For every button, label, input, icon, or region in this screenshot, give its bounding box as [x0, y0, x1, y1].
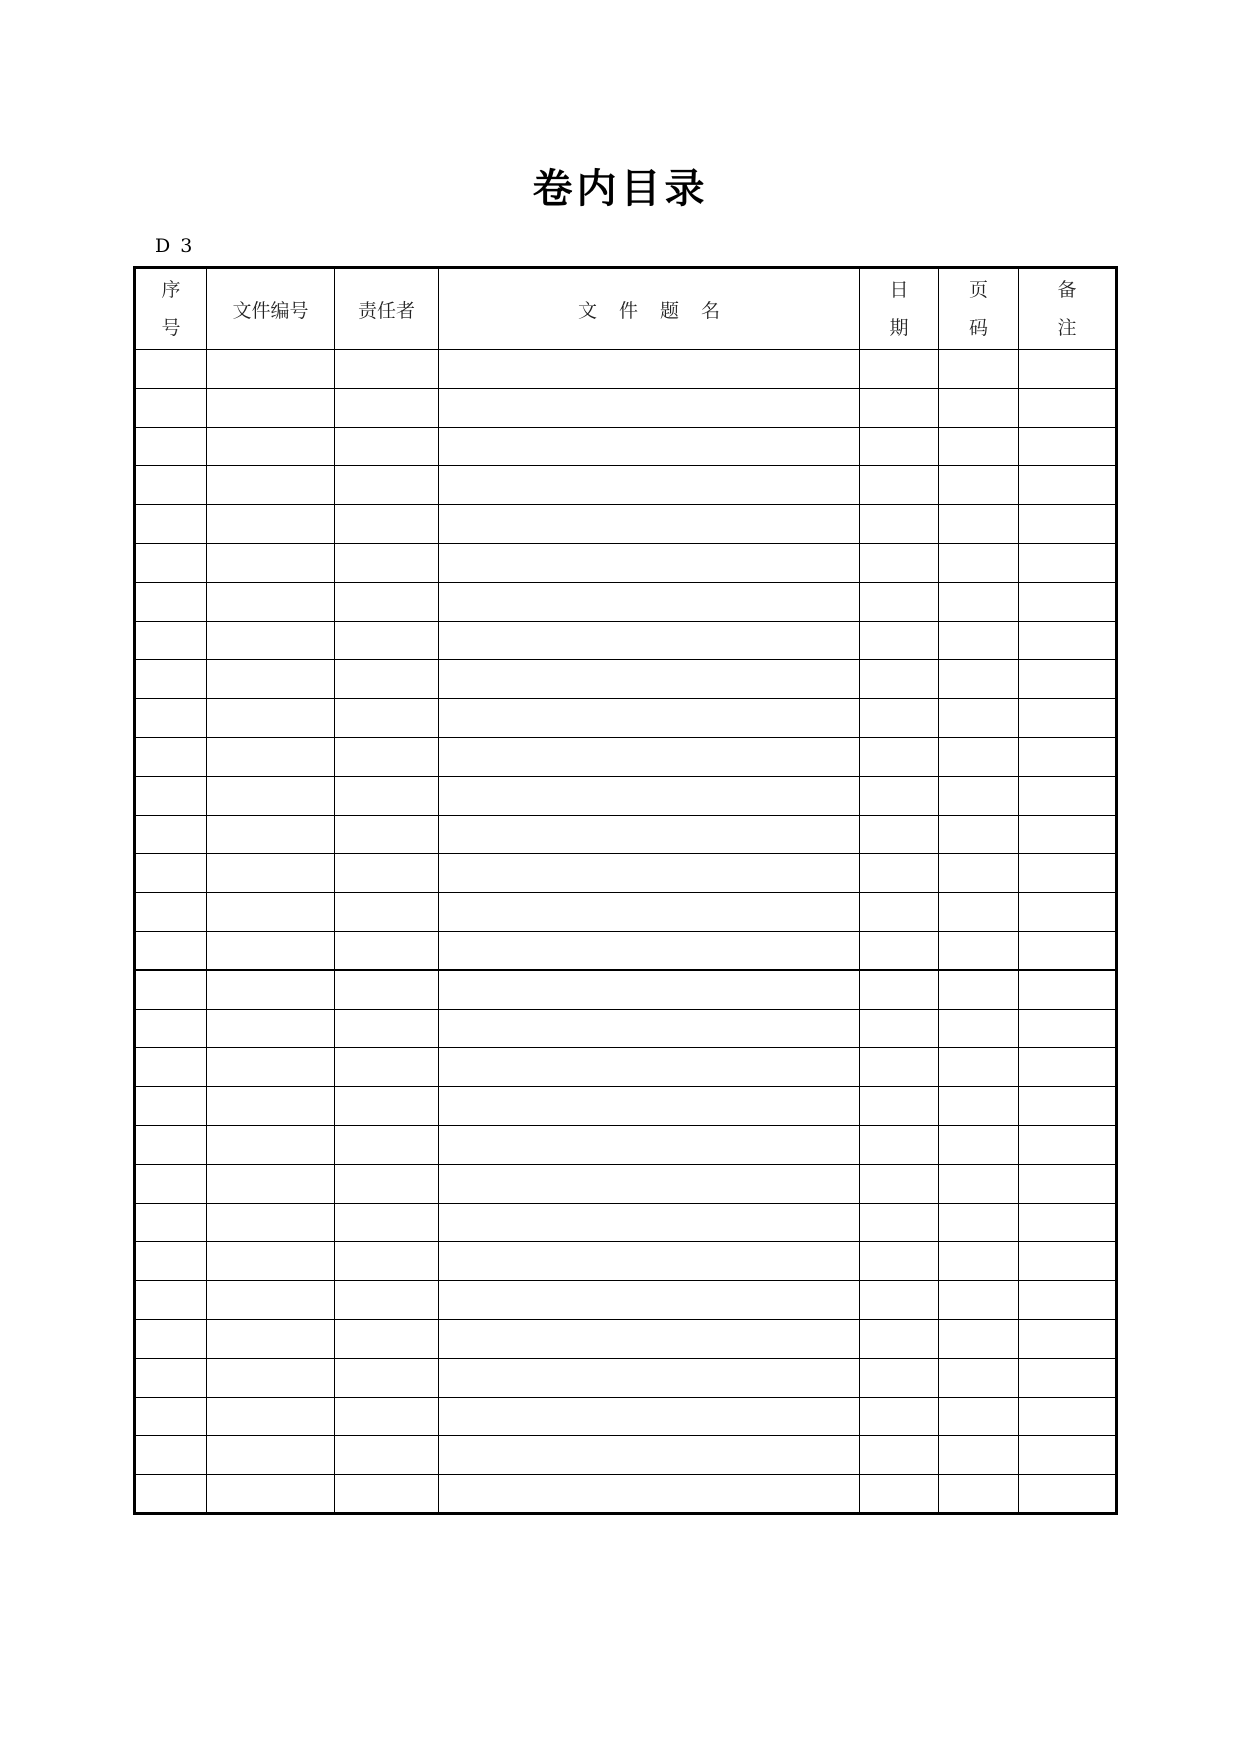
cell-page[interactable]	[939, 1009, 1019, 1048]
cell-file-number[interactable]	[207, 1281, 335, 1320]
cell-file-title[interactable]	[439, 1087, 860, 1126]
cell-date[interactable]	[860, 1164, 939, 1203]
cell-responsible[interactable]	[335, 660, 439, 699]
table-row	[135, 466, 1117, 505]
cell-file-number[interactable]	[207, 388, 335, 427]
cell-file-title[interactable]	[439, 1125, 860, 1164]
cell-file-title[interactable]	[439, 466, 860, 505]
cell-file-number[interactable]	[207, 1475, 335, 1514]
cell-date[interactable]	[860, 427, 939, 466]
cell-file-title[interactable]	[439, 1009, 860, 1048]
cell-seq[interactable]	[135, 737, 207, 776]
cell-file-title[interactable]	[439, 1242, 860, 1281]
cell-responsible[interactable]	[335, 1125, 439, 1164]
cell-page[interactable]	[939, 427, 1019, 466]
cell-responsible[interactable]	[335, 776, 439, 815]
cell-remark[interactable]	[1019, 1087, 1117, 1126]
cell-seq[interactable]	[135, 1203, 207, 1242]
cell-page[interactable]	[939, 582, 1019, 621]
cell-seq[interactable]	[135, 776, 207, 815]
cell-date[interactable]	[860, 621, 939, 660]
cell-responsible[interactable]	[335, 1475, 439, 1514]
cell-seq[interactable]	[135, 854, 207, 893]
cell-remark[interactable]	[1019, 1319, 1117, 1358]
cell-page[interactable]	[939, 893, 1019, 932]
cell-file-title[interactable]	[439, 1475, 860, 1514]
cell-responsible[interactable]	[335, 388, 439, 427]
cell-seq[interactable]	[135, 388, 207, 427]
cell-responsible[interactable]	[335, 815, 439, 854]
header-file-title	[439, 268, 860, 350]
header-seq	[135, 268, 207, 350]
cell-page[interactable]	[939, 1475, 1019, 1514]
cell-seq[interactable]	[135, 505, 207, 544]
cell-remark[interactable]	[1019, 621, 1117, 660]
header-remark-top: 备	[1057, 279, 1077, 301]
cell-remark[interactable]	[1019, 1475, 1117, 1514]
cell-file-title[interactable]	[439, 427, 860, 466]
cell-page[interactable]	[939, 505, 1019, 544]
cell-page[interactable]	[939, 1087, 1019, 1126]
header-page	[939, 268, 1019, 350]
cell-page[interactable]	[939, 776, 1019, 815]
cell-file-title[interactable]	[439, 621, 860, 660]
cell-seq[interactable]	[135, 1358, 207, 1397]
cell-seq[interactable]	[135, 466, 207, 505]
catalog-body	[135, 350, 1117, 1514]
cell-seq[interactable]	[135, 1009, 207, 1048]
cell-file-number[interactable]	[207, 660, 335, 699]
cell-responsible[interactable]	[335, 737, 439, 776]
cell-responsible[interactable]	[335, 1358, 439, 1397]
cell-file-number[interactable]	[207, 543, 335, 582]
table-row	[135, 582, 1117, 621]
cell-remark[interactable]	[1019, 931, 1117, 970]
cell-date[interactable]	[860, 1319, 939, 1358]
cell-seq[interactable]	[135, 1242, 207, 1281]
cell-page[interactable]	[939, 1125, 1019, 1164]
table-row	[135, 893, 1117, 932]
cell-file-number[interactable]	[207, 621, 335, 660]
cell-responsible[interactable]	[335, 1319, 439, 1358]
table-row	[135, 621, 1117, 660]
cell-page[interactable]	[939, 737, 1019, 776]
header-remark-bottom: 注	[1057, 317, 1077, 339]
table-row	[135, 427, 1117, 466]
cell-page[interactable]	[939, 543, 1019, 582]
cell-seq[interactable]	[135, 1048, 207, 1087]
cell-responsible[interactable]	[335, 582, 439, 621]
cell-file-number[interactable]	[207, 737, 335, 776]
header-seq-top: 序	[161, 279, 181, 301]
cell-seq[interactable]	[135, 970, 207, 1009]
cell-file-title[interactable]	[439, 660, 860, 699]
cell-page[interactable]	[939, 660, 1019, 699]
cell-page[interactable]	[939, 388, 1019, 427]
table-row	[135, 1475, 1117, 1514]
cell-date[interactable]	[860, 543, 939, 582]
header-responsible: 责任者	[335, 268, 439, 350]
cell-file-number[interactable]	[207, 1319, 335, 1358]
cell-page[interactable]	[939, 1203, 1019, 1242]
cell-seq[interactable]	[135, 660, 207, 699]
cell-responsible[interactable]	[335, 699, 439, 738]
cell-page[interactable]	[939, 621, 1019, 660]
page-title: 卷内目录	[532, 166, 709, 212]
cell-remark[interactable]	[1019, 466, 1117, 505]
table-row	[135, 854, 1117, 893]
cell-file-title[interactable]	[439, 350, 860, 389]
cell-date[interactable]	[860, 776, 939, 815]
cell-file-number[interactable]	[207, 1242, 335, 1281]
cell-file-number[interactable]	[207, 1009, 335, 1048]
header-date-top: 日	[889, 279, 909, 301]
cell-file-number[interactable]	[207, 699, 335, 738]
cell-responsible[interactable]	[335, 970, 439, 1009]
cell-date[interactable]	[860, 466, 939, 505]
cell-file-title[interactable]	[439, 1281, 860, 1320]
catalog-table	[133, 266, 1118, 1515]
cell-responsible[interactable]	[335, 1048, 439, 1087]
cell-date[interactable]	[860, 1009, 939, 1048]
cell-page[interactable]	[939, 1397, 1019, 1436]
cell-remark[interactable]	[1019, 427, 1117, 466]
cell-file-title[interactable]	[439, 815, 860, 854]
cell-file-number[interactable]	[207, 893, 335, 932]
cell-page[interactable]	[939, 350, 1019, 389]
cell-seq[interactable]	[135, 543, 207, 582]
cell-responsible[interactable]	[335, 893, 439, 932]
cell-page[interactable]	[939, 970, 1019, 1009]
cell-file-title[interactable]	[439, 1436, 860, 1475]
cell-date[interactable]	[860, 1242, 939, 1281]
cell-file-title[interactable]	[439, 582, 860, 621]
table-row	[135, 1436, 1117, 1475]
form-code: D 3	[155, 235, 195, 257]
cell-date[interactable]	[860, 582, 939, 621]
cell-date[interactable]	[860, 931, 939, 970]
cell-seq[interactable]	[135, 1087, 207, 1126]
cell-date[interactable]	[860, 737, 939, 776]
cell-remark[interactable]	[1019, 1164, 1117, 1203]
cell-remark[interactable]	[1019, 1281, 1117, 1320]
cell-remark[interactable]	[1019, 350, 1117, 389]
header-remark	[1019, 268, 1117, 350]
cell-page[interactable]	[939, 1281, 1019, 1320]
cell-file-number[interactable]	[207, 582, 335, 621]
table-row	[135, 1125, 1117, 1164]
cell-responsible[interactable]	[335, 1164, 439, 1203]
cell-file-title[interactable]	[439, 970, 860, 1009]
cell-responsible[interactable]	[335, 466, 439, 505]
cell-file-number[interactable]	[207, 970, 335, 1009]
table-row	[135, 1203, 1117, 1242]
cell-remark[interactable]	[1019, 1125, 1117, 1164]
cell-page[interactable]	[939, 854, 1019, 893]
cell-page[interactable]	[939, 1048, 1019, 1087]
cell-responsible[interactable]	[335, 931, 439, 970]
header-date-bottom: 期	[889, 317, 909, 339]
cell-date[interactable]	[860, 505, 939, 544]
cell-remark[interactable]	[1019, 1048, 1117, 1087]
cell-remark[interactable]	[1019, 737, 1117, 776]
cell-file-number[interactable]	[207, 350, 335, 389]
cell-page[interactable]	[939, 1436, 1019, 1475]
cell-date[interactable]	[860, 1281, 939, 1320]
header-page-top: 页	[968, 279, 988, 301]
cell-responsible[interactable]	[335, 621, 439, 660]
cell-page[interactable]	[939, 699, 1019, 738]
cell-seq[interactable]	[135, 893, 207, 932]
cell-file-title[interactable]	[439, 776, 860, 815]
table-row	[135, 388, 1117, 427]
table-row	[135, 776, 1117, 815]
table-row	[135, 699, 1117, 738]
cell-file-title[interactable]	[439, 543, 860, 582]
cell-file-number[interactable]	[207, 505, 335, 544]
cell-remark[interactable]	[1019, 388, 1117, 427]
cell-remark[interactable]	[1019, 776, 1117, 815]
cell-responsible[interactable]	[335, 1242, 439, 1281]
cell-responsible[interactable]	[335, 1203, 439, 1242]
table-row	[135, 350, 1117, 389]
cell-file-title[interactable]	[439, 854, 860, 893]
cell-seq[interactable]	[135, 582, 207, 621]
cell-file-number[interactable]	[207, 1436, 335, 1475]
cell-file-title[interactable]	[439, 388, 860, 427]
header-date	[860, 268, 939, 350]
cell-file-title[interactable]	[439, 505, 860, 544]
cell-seq[interactable]	[135, 350, 207, 389]
cell-responsible[interactable]	[335, 1087, 439, 1126]
cell-seq[interactable]	[135, 815, 207, 854]
table-row	[135, 1242, 1117, 1281]
cell-date[interactable]	[860, 1125, 939, 1164]
table-row	[135, 1358, 1117, 1397]
cell-page[interactable]	[939, 1358, 1019, 1397]
cell-page[interactable]	[939, 1242, 1019, 1281]
cell-responsible[interactable]	[335, 1397, 439, 1436]
cell-remark[interactable]	[1019, 1436, 1117, 1475]
table-row	[135, 1164, 1117, 1203]
cell-seq[interactable]	[135, 1475, 207, 1514]
header-seq-bottom: 号	[161, 317, 181, 339]
cell-page[interactable]	[939, 466, 1019, 505]
cell-file-number[interactable]	[207, 854, 335, 893]
cell-responsible[interactable]	[335, 1436, 439, 1475]
table-row	[135, 1048, 1117, 1087]
header-page-bottom: 码	[968, 317, 988, 339]
cell-date[interactable]	[860, 1475, 939, 1514]
cell-file-number[interactable]	[207, 776, 335, 815]
table-row	[135, 815, 1117, 854]
cell-date[interactable]	[860, 1203, 939, 1242]
cell-file-number[interactable]	[207, 1164, 335, 1203]
table-row	[135, 1319, 1117, 1358]
cell-responsible[interactable]	[335, 1281, 439, 1320]
cell-seq[interactable]	[135, 621, 207, 660]
cell-remark[interactable]	[1019, 660, 1117, 699]
cell-date[interactable]	[860, 1048, 939, 1087]
cell-page[interactable]	[939, 1164, 1019, 1203]
cell-file-title[interactable]	[439, 1048, 860, 1087]
cell-date[interactable]	[860, 350, 939, 389]
cell-file-title[interactable]	[439, 1164, 860, 1203]
cell-file-number[interactable]	[207, 815, 335, 854]
cell-file-number[interactable]	[207, 1125, 335, 1164]
cell-date[interactable]	[860, 815, 939, 854]
cell-file-number[interactable]	[207, 466, 335, 505]
cell-file-number[interactable]	[207, 1203, 335, 1242]
table-row	[135, 970, 1117, 1009]
cell-remark[interactable]	[1019, 1203, 1117, 1242]
cell-file-number[interactable]	[207, 1358, 335, 1397]
cell-file-number[interactable]	[207, 1087, 335, 1126]
table-row	[135, 737, 1117, 776]
cell-date[interactable]	[860, 854, 939, 893]
cell-remark[interactable]	[1019, 970, 1117, 1009]
cell-responsible[interactable]	[335, 1009, 439, 1048]
cell-remark[interactable]	[1019, 699, 1117, 738]
table-row	[135, 505, 1117, 544]
table-row	[135, 1281, 1117, 1320]
cell-file-number[interactable]	[207, 1397, 335, 1436]
cell-seq[interactable]	[135, 1397, 207, 1436]
cell-date[interactable]	[860, 1087, 939, 1126]
cell-file-title[interactable]	[439, 931, 860, 970]
cell-remark[interactable]	[1019, 543, 1117, 582]
cell-page[interactable]	[939, 1319, 1019, 1358]
table-row	[135, 543, 1117, 582]
cell-date[interactable]	[860, 1358, 939, 1397]
table-row	[135, 1087, 1117, 1126]
cell-date[interactable]	[860, 970, 939, 1009]
cell-remark[interactable]	[1019, 582, 1117, 621]
cell-file-title[interactable]	[439, 737, 860, 776]
cell-remark[interactable]	[1019, 1009, 1117, 1048]
cell-date[interactable]	[860, 893, 939, 932]
cell-seq[interactable]	[135, 1436, 207, 1475]
table-row	[135, 1009, 1117, 1048]
table-row	[135, 660, 1117, 699]
cell-date[interactable]	[860, 1436, 939, 1475]
cell-seq[interactable]	[135, 1125, 207, 1164]
cell-file-title[interactable]	[439, 1319, 860, 1358]
cell-file-title[interactable]	[439, 1358, 860, 1397]
cell-seq[interactable]	[135, 931, 207, 970]
cell-remark[interactable]	[1019, 1397, 1117, 1436]
cell-remark[interactable]	[1019, 893, 1117, 932]
cell-responsible[interactable]	[335, 854, 439, 893]
cell-file-number[interactable]	[207, 427, 335, 466]
cell-page[interactable]	[939, 931, 1019, 970]
cell-file-number[interactable]	[207, 931, 335, 970]
cell-remark[interactable]	[1019, 1358, 1117, 1397]
cell-responsible[interactable]	[335, 505, 439, 544]
cell-date[interactable]	[860, 388, 939, 427]
cell-seq[interactable]	[135, 699, 207, 738]
header-file-number: 文件编号	[207, 268, 335, 350]
cell-remark[interactable]	[1019, 1242, 1117, 1281]
cell-date[interactable]	[860, 1397, 939, 1436]
cell-date[interactable]	[860, 699, 939, 738]
cell-responsible[interactable]	[335, 350, 439, 389]
cell-responsible[interactable]	[335, 427, 439, 466]
cell-date[interactable]	[860, 660, 939, 699]
cell-remark[interactable]	[1019, 854, 1117, 893]
header-row	[135, 268, 1117, 350]
cell-file-title[interactable]	[439, 1203, 860, 1242]
cell-seq[interactable]	[135, 427, 207, 466]
cell-remark[interactable]	[1019, 815, 1117, 854]
cell-responsible[interactable]	[335, 543, 439, 582]
cell-file-title[interactable]	[439, 699, 860, 738]
cell-file-number[interactable]	[207, 1048, 335, 1087]
cell-remark[interactable]	[1019, 505, 1117, 544]
cell-file-title[interactable]	[439, 893, 860, 932]
cell-seq[interactable]	[135, 1164, 207, 1203]
table-row	[135, 931, 1117, 970]
cell-seq[interactable]	[135, 1281, 207, 1320]
cell-page[interactable]	[939, 815, 1019, 854]
cell-file-title[interactable]	[439, 1397, 860, 1436]
header-file-title-label: 文件题名	[577, 299, 742, 322]
table-row	[135, 1397, 1117, 1436]
cell-seq[interactable]	[135, 1319, 207, 1358]
